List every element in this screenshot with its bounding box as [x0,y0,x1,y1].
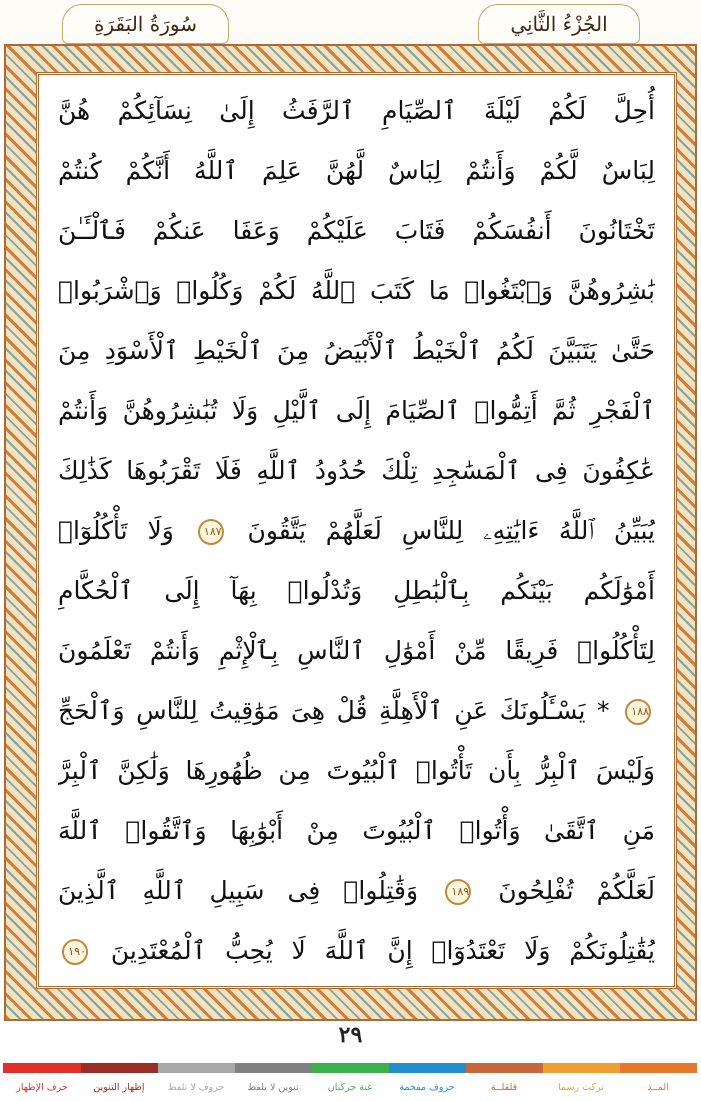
quran-line: لِتَأْكُلُوا۟ فَرِيقًا مِّنْ أَمْوَٰلِ ٱلنَّاسِ بِٱلْإِثْمِ وَأَنتُمْ تَعْلَمُونَ [58,636,655,665]
legend-item [232,1060,314,1101]
legend-color-bar [3,1063,81,1073]
quran-line: ٱلْفَجْرِ ثُمَّ أَتِمُّوا۟ ٱلصِّيَامَ إِلَى ٱلَّيْلِ وَلَا تُبَٰشِرُوهُنَّ وَأَنتُمْ [58,396,655,425]
quran-line: لَعَلَّكُمْ تُفْلِحُونَ ١٨٩ وَقَٰتِلُوا۟ فِى سَبِيلِ ٱللَّهِ ٱلَّذِينَ [58,876,655,905]
legend-label: قلقلــة [490,1082,518,1093]
legend-label: حروف مفخمة [399,1082,455,1093]
legend-color-bar [80,1063,158,1073]
mushaf-text-area [42,77,671,984]
legend-label: حرف الإظهار [16,1082,68,1093]
legend-item [78,1060,160,1101]
legend-item [1,1060,83,1101]
legend-label: إظهار التنوين [93,1082,145,1093]
legend-color-bar [388,1063,466,1073]
ayah-number-marker: ١٨٩ [445,879,471,905]
legend-label: المــد [647,1082,669,1093]
legend-item [309,1060,391,1101]
legend-item [155,1060,237,1101]
page-number: ٢٩ [338,1022,363,1048]
legend-item [617,1060,699,1101]
legend-label: غنة حركتان [327,1082,373,1093]
quran-line: عَٰكِفُونَ فِى ٱلْمَسَٰجِدِ تِلْكَ حُدُودُ ٱللَّهِ فَلَا تَقْرَبُوهَا كَذَٰلِكَ [58,456,655,485]
hizb-star: * [597,696,610,725]
legend-label: حروف لا تلفظ [167,1082,225,1093]
legend-item [386,1060,468,1101]
page-header [0,0,701,48]
quran-line: ١٨٨ * يَسْـَٔلُونَكَ عَنِ ٱلْأَهِلَّةِ قُلْ هِىَ مَوَٰقِيتُ لِلنَّاسِ وَٱلْحَجِّ [58,696,650,725]
quran-line: أُحِلَّ لَكُمْ لَيْلَةَ ٱلصِّيَامِ ٱلرَّفَثُ إِلَىٰ نِسَآئِكُمْ هُنَّ [58,96,655,125]
quran-line: يُقَٰتِلُونَكُمْ وَلَا تَعْتَدُوٓا۟ إِنَّ ٱللَّهَ لَا يُحِبُّ ٱلْمُعْتَدِينَ ١٩٠ [58,921,655,981]
legend-color-bar [234,1063,312,1073]
legend-label: تنوين لا يلفظ [247,1082,299,1093]
quran-line: بَٰشِرُوهُنَّ وَٱبْتَغُوا۟ مَا كَتَبَ ٱللَّهُ لَكُمْ وَكُلُوا۟ وَٱشْرَبُوا۟ [58,276,655,305]
ayah-number-marker: ١٩٠ [62,939,88,965]
quran-line: وَلَيْسَ ٱلْبِرُّ بِأَن تَأْتُوا۟ ٱلْبُيُوتَ مِن ظُهُورِهَا وَلَٰكِنَّ ٱلْبِرَّ [58,756,655,785]
tajweed-legend [0,1060,701,1101]
quran-line: أَمْوَٰلَكُم بَيْنَكُم بِٱلْبَٰطِلِ وَتُدْلُوا۟ بِهَآ إِلَى ٱلْحُكَّامِ [58,576,655,605]
legend-color-bar [465,1063,543,1073]
legend-label: تركت رسما [558,1082,604,1093]
legend-item [463,1060,545,1101]
quran-line: يُبَيِّنُ ٱللَّهُ ءَايَٰتِهِۦ لِلنَّاسِ لَعَلَّهُمْ يَتَّقُونَ ١٨٧ وَلَا تَأْكُلُوٓا۟ [58,516,655,545]
quran-line: حَتَّىٰ يَتَبَيَّنَ لَكُمُ ٱلْخَيْطُ ٱلْأَبْيَضُ مِنَ ٱلْخَيْطِ ٱلْأَسْوَدِ مِنَ [58,336,655,365]
legend-color-bar [157,1063,235,1073]
quran-line: تَخْتَانُونَ أَنفُسَكُمْ فَتَابَ عَلَيْكُمْ وَعَفَا عَنكُمْ فَٱلْـَٔـٰنَ [58,216,655,245]
legend-color-bar [311,1063,389,1073]
legend-color-bar [619,1063,697,1073]
ornamental-border [4,44,697,1021]
legend-item [540,1060,622,1101]
quran-line: لِبَاسٌ لَّكُمْ وَأَنتُمْ لِبَاسٌ لَّهُنَّ عَلِمَ ٱللَّهُ أَنَّكُمْ كُنتُمْ [58,156,655,185]
quran-line: مَنِ ٱتَّقَىٰ وَأْتُوا۟ ٱلْبُيُوتَ مِنْ أَبْوَٰبِهَا وَٱتَّقُوا۟ ٱللَّهَ [58,816,655,845]
surah-label: سُورَةُ البَقَرَةِ [62,4,229,44]
juz-label: الجُزْءُ الثَّانِي [478,4,640,44]
legend-color-bar [542,1063,620,1073]
ayah-number-marker: ١٨٨ [625,699,651,725]
ayah-number-marker: ١٨٧ [198,519,224,545]
